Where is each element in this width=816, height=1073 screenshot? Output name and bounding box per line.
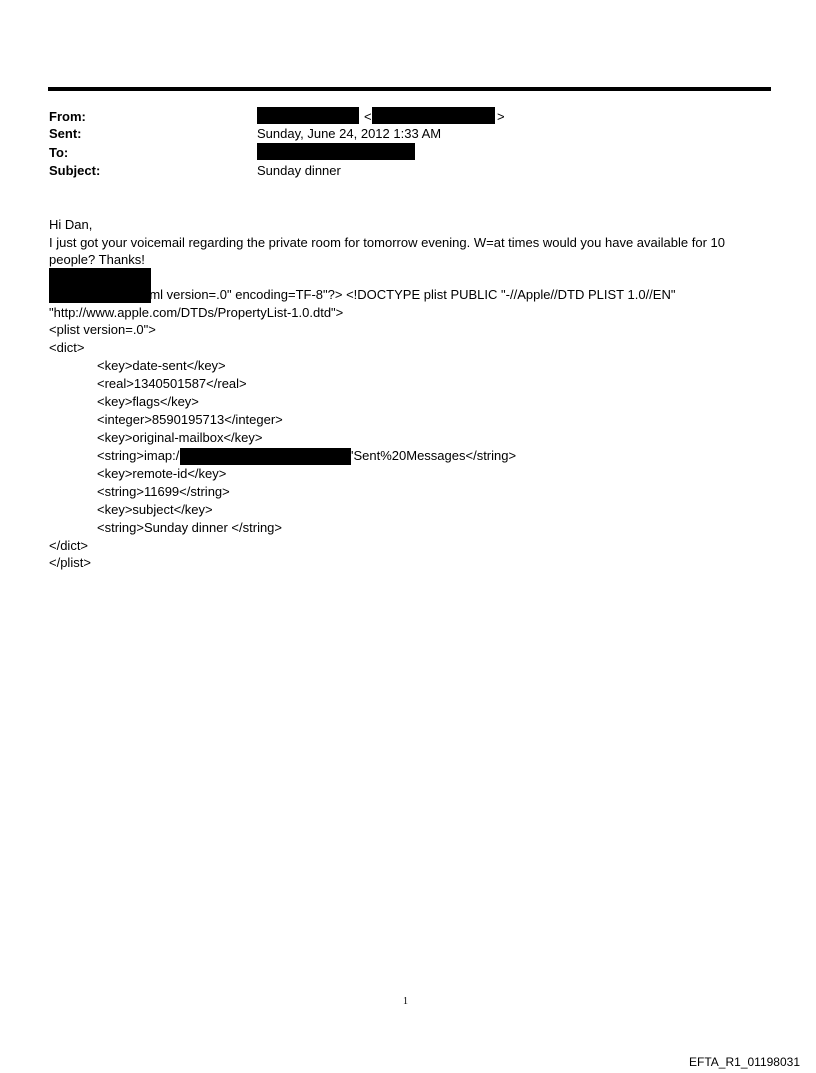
greeting: Hi Dan, bbox=[49, 217, 93, 232]
from-lt: < bbox=[364, 109, 372, 124]
to-redaction bbox=[257, 143, 415, 160]
header-rule bbox=[48, 87, 771, 91]
from-label: From: bbox=[49, 109, 86, 124]
xml-declaration: =?xml version=.0" encoding=TF-8"?> <!DOCTYPE plist PUBLIC "-//Apple//DTD PLIST 1.0//EN" bbox=[128, 287, 676, 302]
sent-label: Sent: bbox=[49, 126, 82, 141]
plist-open: <plist version=.0"> bbox=[49, 322, 156, 337]
subject-value: Sunday dinner bbox=[257, 163, 341, 178]
from-email-redaction bbox=[372, 107, 495, 124]
string-imap-end: 'Sent%20Messages</string> bbox=[351, 448, 517, 463]
subject-label: Subject: bbox=[49, 163, 101, 178]
plist-close: </plist> bbox=[49, 555, 91, 570]
message-line-2: people? Thanks! bbox=[49, 252, 145, 267]
page-number: 1 bbox=[403, 996, 408, 1007]
dict-open: <dict> bbox=[49, 340, 85, 355]
dtd-url: "http://www.apple.com/DTDs/PropertyList-1.0.dtd"> bbox=[49, 305, 344, 320]
key-date-sent: <key>date-sent</key> bbox=[97, 358, 226, 373]
string-imap-start: <string>imap:/ bbox=[97, 448, 180, 463]
from-gt: > bbox=[497, 109, 505, 124]
message-line-1: I just got your voicemail regarding the private room for tomorrow evening. W=at times would you have available for 10 bbox=[49, 235, 725, 250]
integer-value: <integer>8590195713</integer> bbox=[97, 412, 283, 427]
string-subject: <string>Sunday dinner </string> bbox=[97, 520, 283, 535]
imap-path-redaction bbox=[180, 448, 351, 465]
key-remote-id: <key>remote-id</key> bbox=[97, 466, 227, 481]
to-label: To: bbox=[49, 145, 69, 160]
sent-value: Sunday, June 24, 2012 1:33 AM bbox=[257, 126, 442, 141]
from-name-redaction bbox=[257, 107, 359, 124]
real-value: <real>1340501587</real> bbox=[97, 376, 247, 391]
document-id: EFTA_R1_01198031 bbox=[689, 1055, 800, 1069]
string-remote-id: <string>11699</string> bbox=[97, 484, 230, 499]
key-original-mailbox: <key>original-mailbox</key> bbox=[97, 430, 263, 445]
dict-close: </dict> bbox=[49, 538, 89, 553]
key-subject: <key>subject</key> bbox=[97, 502, 213, 517]
key-flags: <key>flags</key> bbox=[97, 394, 199, 409]
